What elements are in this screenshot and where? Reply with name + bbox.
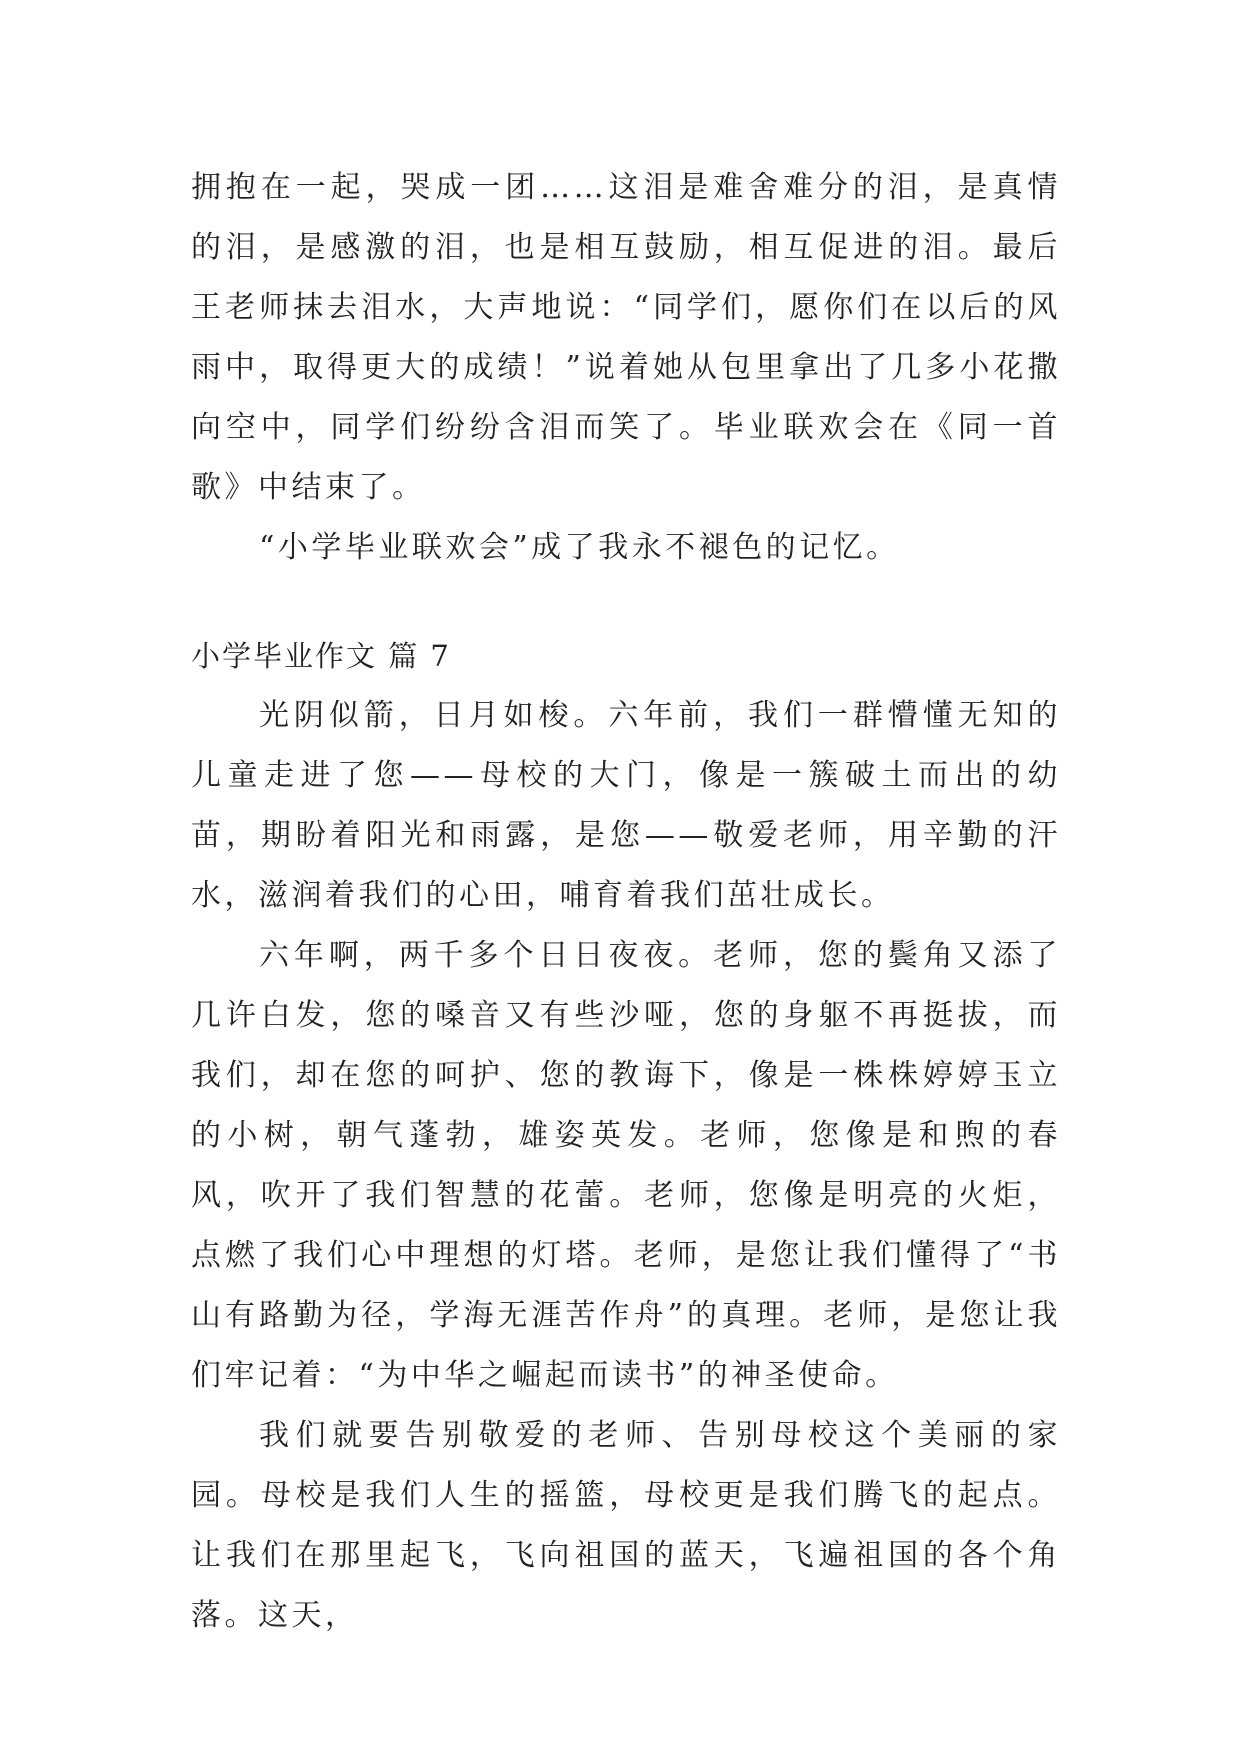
document-body <box>191 158 1061 1646</box>
paragraph-farewell-school: 我们就要告别敬爱的老师、告别母校这个美丽的家园。母校是我们人生的摇篮，母校更是我们腾飞的起点。让我们在那里起飞，飞向祖国的蓝天，飞遍祖国的各个角落。这天， <box>191 1418 1061 1633</box>
paragraph-farewell-party-end: 拥抱在一起，哭成一团……这泪是难舍难分的泪，是真情的泪，是感激的泪，也是相互鼓励，相互促进的泪。最后王老师抹去泪水，大声地说：“同学们，愿你们在以后的风雨中，取得更大的成绩！”说着她从包里拿出了几多小花撒向空中，同学们纷纷含泪而笑了。毕业联欢会在《同一首歌》中结束了。 <box>191 170 1061 505</box>
paragraph-time-flies: 光阴似箭，日月如梭。六年前，我们一群懵懂无知的儿童走进了您——母校的大门，像是一簇破土而出的幼苗，期盼着阳光和雨露，是您——敬爱老师，用辛勤的汗水，滋润着我们的心田，哺育着我们茁壮成长。 <box>191 698 1061 913</box>
paragraph-six-years: 六年啊，两千多个日日夜夜。老师，您的鬓角又添了几许白发，您的嗓音又有些沙哑，您的身躯不再挺拔，而我们，却在您的呵护、您的教诲下，像是一株株婷婷玉立的小树，朝气蓬勃，雄姿英发。老师，您像是和煦的春风，吹开了我们智慧的花蕾。老师，您像是明亮的火炬，点燃了我们心中理想的灯塔。老师，是您让我们懂得了“书山有路勤为径，学海无涯苦作舟”的真理。老师，是您让我们牢记着：“为中华之崛起而读书”的神圣使命。 <box>191 938 1061 1393</box>
paragraph-memory: “小学毕业联欢会”成了我永不褪色的记忆。 <box>259 530 900 565</box>
essay-heading: 小学毕业作文 篇 7 <box>191 639 451 673</box>
